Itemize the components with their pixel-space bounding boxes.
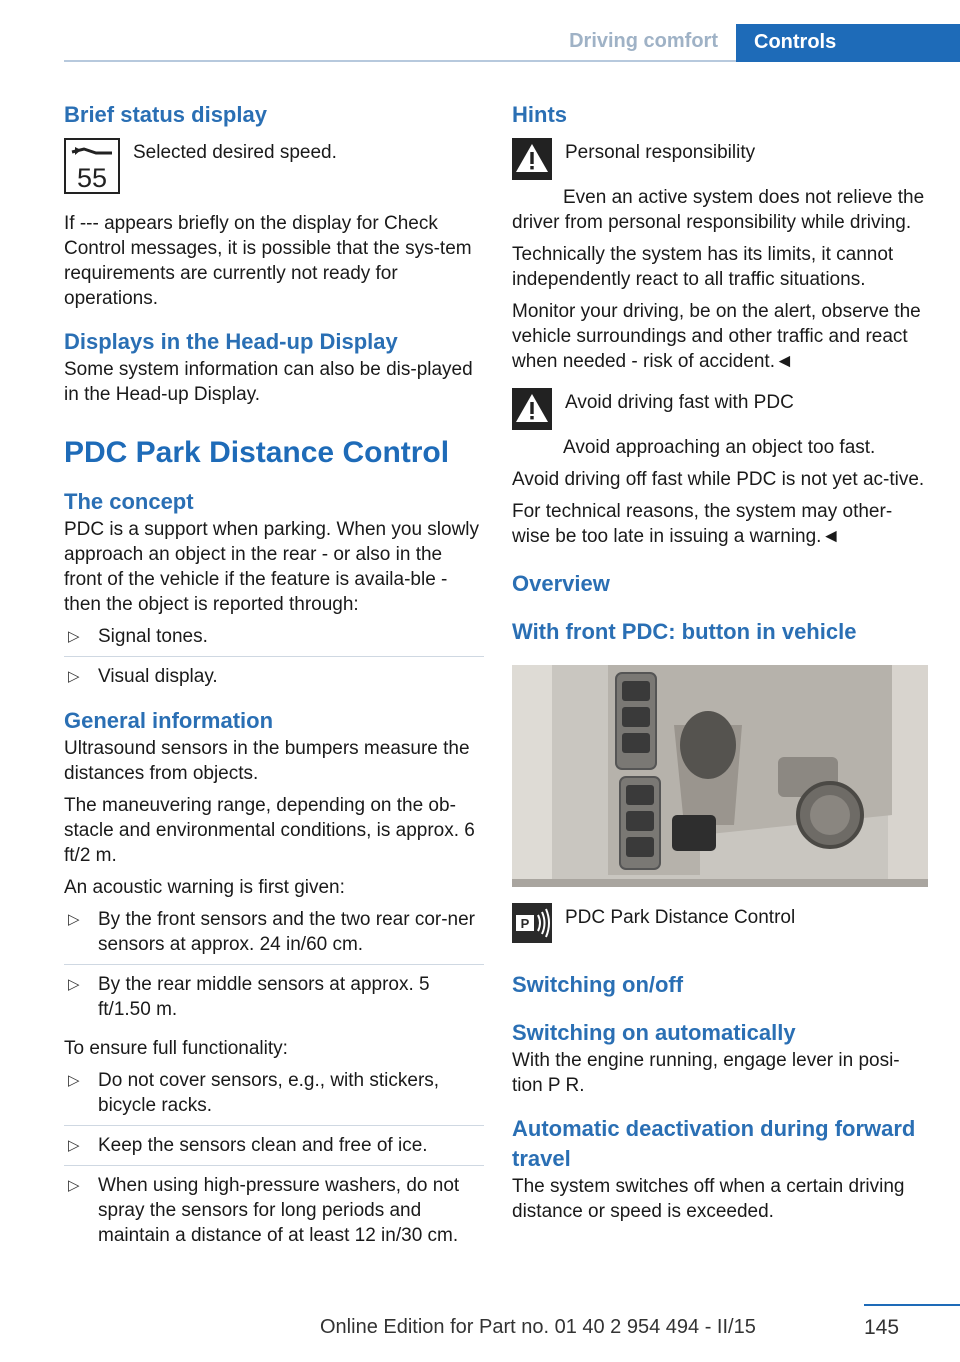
hint-2-text-1: Avoid approaching an object too fast. — [563, 437, 876, 458]
hint-1 — [512, 138, 928, 185]
hint-2-text-3: For technical reasons, the system may other‐wise be too late in issuing a warning.◄ — [512, 501, 893, 547]
header-chapter-tab: Controls — [736, 24, 960, 62]
triangle-bullet-icon: ▷ — [68, 668, 80, 685]
edition-note: Online Edition for Part no. 01 40 2 954 494 - II/15 — [320, 1316, 756, 1338]
hud-heading: Displays in the Head-up Display — [64, 329, 398, 354]
general-text-3: An acoustic warning is first given: — [64, 877, 345, 898]
header-section-title: Driving comfort — [569, 30, 718, 52]
speed-limit-display-icon — [64, 138, 120, 199]
brief-status-caption: Selected desired speed. — [133, 142, 337, 163]
list-item: ▷ Signal tones. — [64, 624, 484, 657]
general-text-1: Ultrasound sensors in the bumpers measure the distances from objects. — [64, 738, 470, 784]
footer-rule — [864, 1304, 960, 1306]
overview-heading: Overview — [512, 571, 610, 596]
pdc-button-icon — [512, 903, 552, 948]
page-number: 145 — [864, 1316, 900, 1339]
hint-2-title: Avoid driving fast with PDC — [565, 392, 794, 413]
list-item: ▷ When using high-pressure washers, do not spray the sensors for long periods and maintain a distance of at least 12 in/30 cm. — [68, 1175, 460, 1246]
right-column — [512, 100, 928, 1231]
pdc-chapter-heading: PDC Park Distance Control — [64, 436, 450, 469]
checkcontrol-text: If --- appears briefly on the display for Check Control messages, it is possible that the sys‐tem requirements are currently not ready for operations. — [64, 213, 472, 309]
auto-on-heading: Switching on automatically — [512, 1020, 796, 1045]
auto-off-text: The system switches off when a certain driving distance or speed is exceeded. — [512, 1176, 905, 1222]
left-column — [64, 100, 484, 1262]
triangle-bullet-icon: ▷ — [68, 1177, 80, 1194]
hint-2 — [512, 388, 928, 435]
list-item: ▷ Do not cover sensors, e.g., with stickers, bicycle racks. — [64, 1068, 484, 1126]
hints-heading: Hints — [512, 102, 567, 127]
center-console-photo — [512, 665, 928, 887]
general-info-heading: General information — [64, 708, 274, 733]
brief-status-heading: Brief status display — [64, 102, 267, 127]
hint-1-text-2: Technically the system has its limits, it cannot independently react to all traffic situations. — [512, 244, 894, 290]
hint-1-text-3: Monitor your driving, be on the alert, observe the vehicle surroundings and other traffic and react when needed - risk of accident.◄ — [512, 301, 921, 372]
list-item: ▷ By the front sensors and the two rear cor‐ner sensors at approx. 24 in/60 cm. — [64, 907, 484, 965]
concept-heading: The concept — [64, 489, 194, 514]
hint-1-title: Personal responsibility — [565, 142, 756, 163]
front-pdc-heading: With front PDC: button in vehicle — [512, 619, 857, 644]
list-item: ▷ Keep the sensors clean and free of ice. — [64, 1133, 484, 1166]
general-text-2: The maneuvering range, depending on the ob‐stacle and environmental conditions, is approx. 6 ft/2 m. — [64, 795, 475, 866]
concept-text: PDC is a support when parking. When you slowly approach an object in the rear - or also in the front of the vehicle if the feature is availa‐ble - then the object is reported through: — [64, 519, 480, 615]
functionality-text: To ensure full functionality: — [64, 1038, 288, 1059]
hud-text: Some system information can also be dis‐played in the Head-up Display. — [64, 359, 473, 405]
list-item: ▷ Visual display. — [68, 666, 218, 687]
svg-text:P: P — [520, 916, 530, 931]
hint-2-text-2: Avoid driving off fast while PDC is not yet ac‐tive. — [512, 469, 925, 490]
triangle-bullet-icon: ▷ — [68, 1137, 80, 1154]
auto-on-text: With the engine running, engage lever in posi‐tion P R. — [512, 1050, 900, 1096]
functionality-list — [64, 1068, 484, 1255]
hint-1-text-1: Even an active system does not relieve the driver from personal responsibility while driving. — [512, 187, 925, 233]
triangle-bullet-icon: ▷ — [68, 1072, 80, 1089]
pdc-button-caption: PDC Park Distance Control — [565, 907, 796, 928]
auto-off-heading: Automatic deactivation during forward travel — [512, 1116, 916, 1171]
triangle-bullet-icon: ▷ — [68, 976, 80, 993]
pdc-button-row — [512, 903, 928, 948]
triangle-bullet-icon: ▷ — [68, 628, 80, 645]
list-item: ▷ By the rear middle sensors at approx. 5 ft/1.50 m. — [68, 974, 430, 1020]
warning-triangle-icon — [512, 388, 552, 435]
switching-heading: Switching on/off — [512, 972, 684, 997]
triangle-bullet-icon: ▷ — [68, 911, 80, 928]
brief-status-row — [64, 138, 484, 199]
concept-list — [64, 624, 484, 696]
svg-text:55: 55 — [76, 163, 108, 193]
warning-triangle-icon — [512, 138, 552, 185]
warning-list — [64, 907, 484, 1029]
